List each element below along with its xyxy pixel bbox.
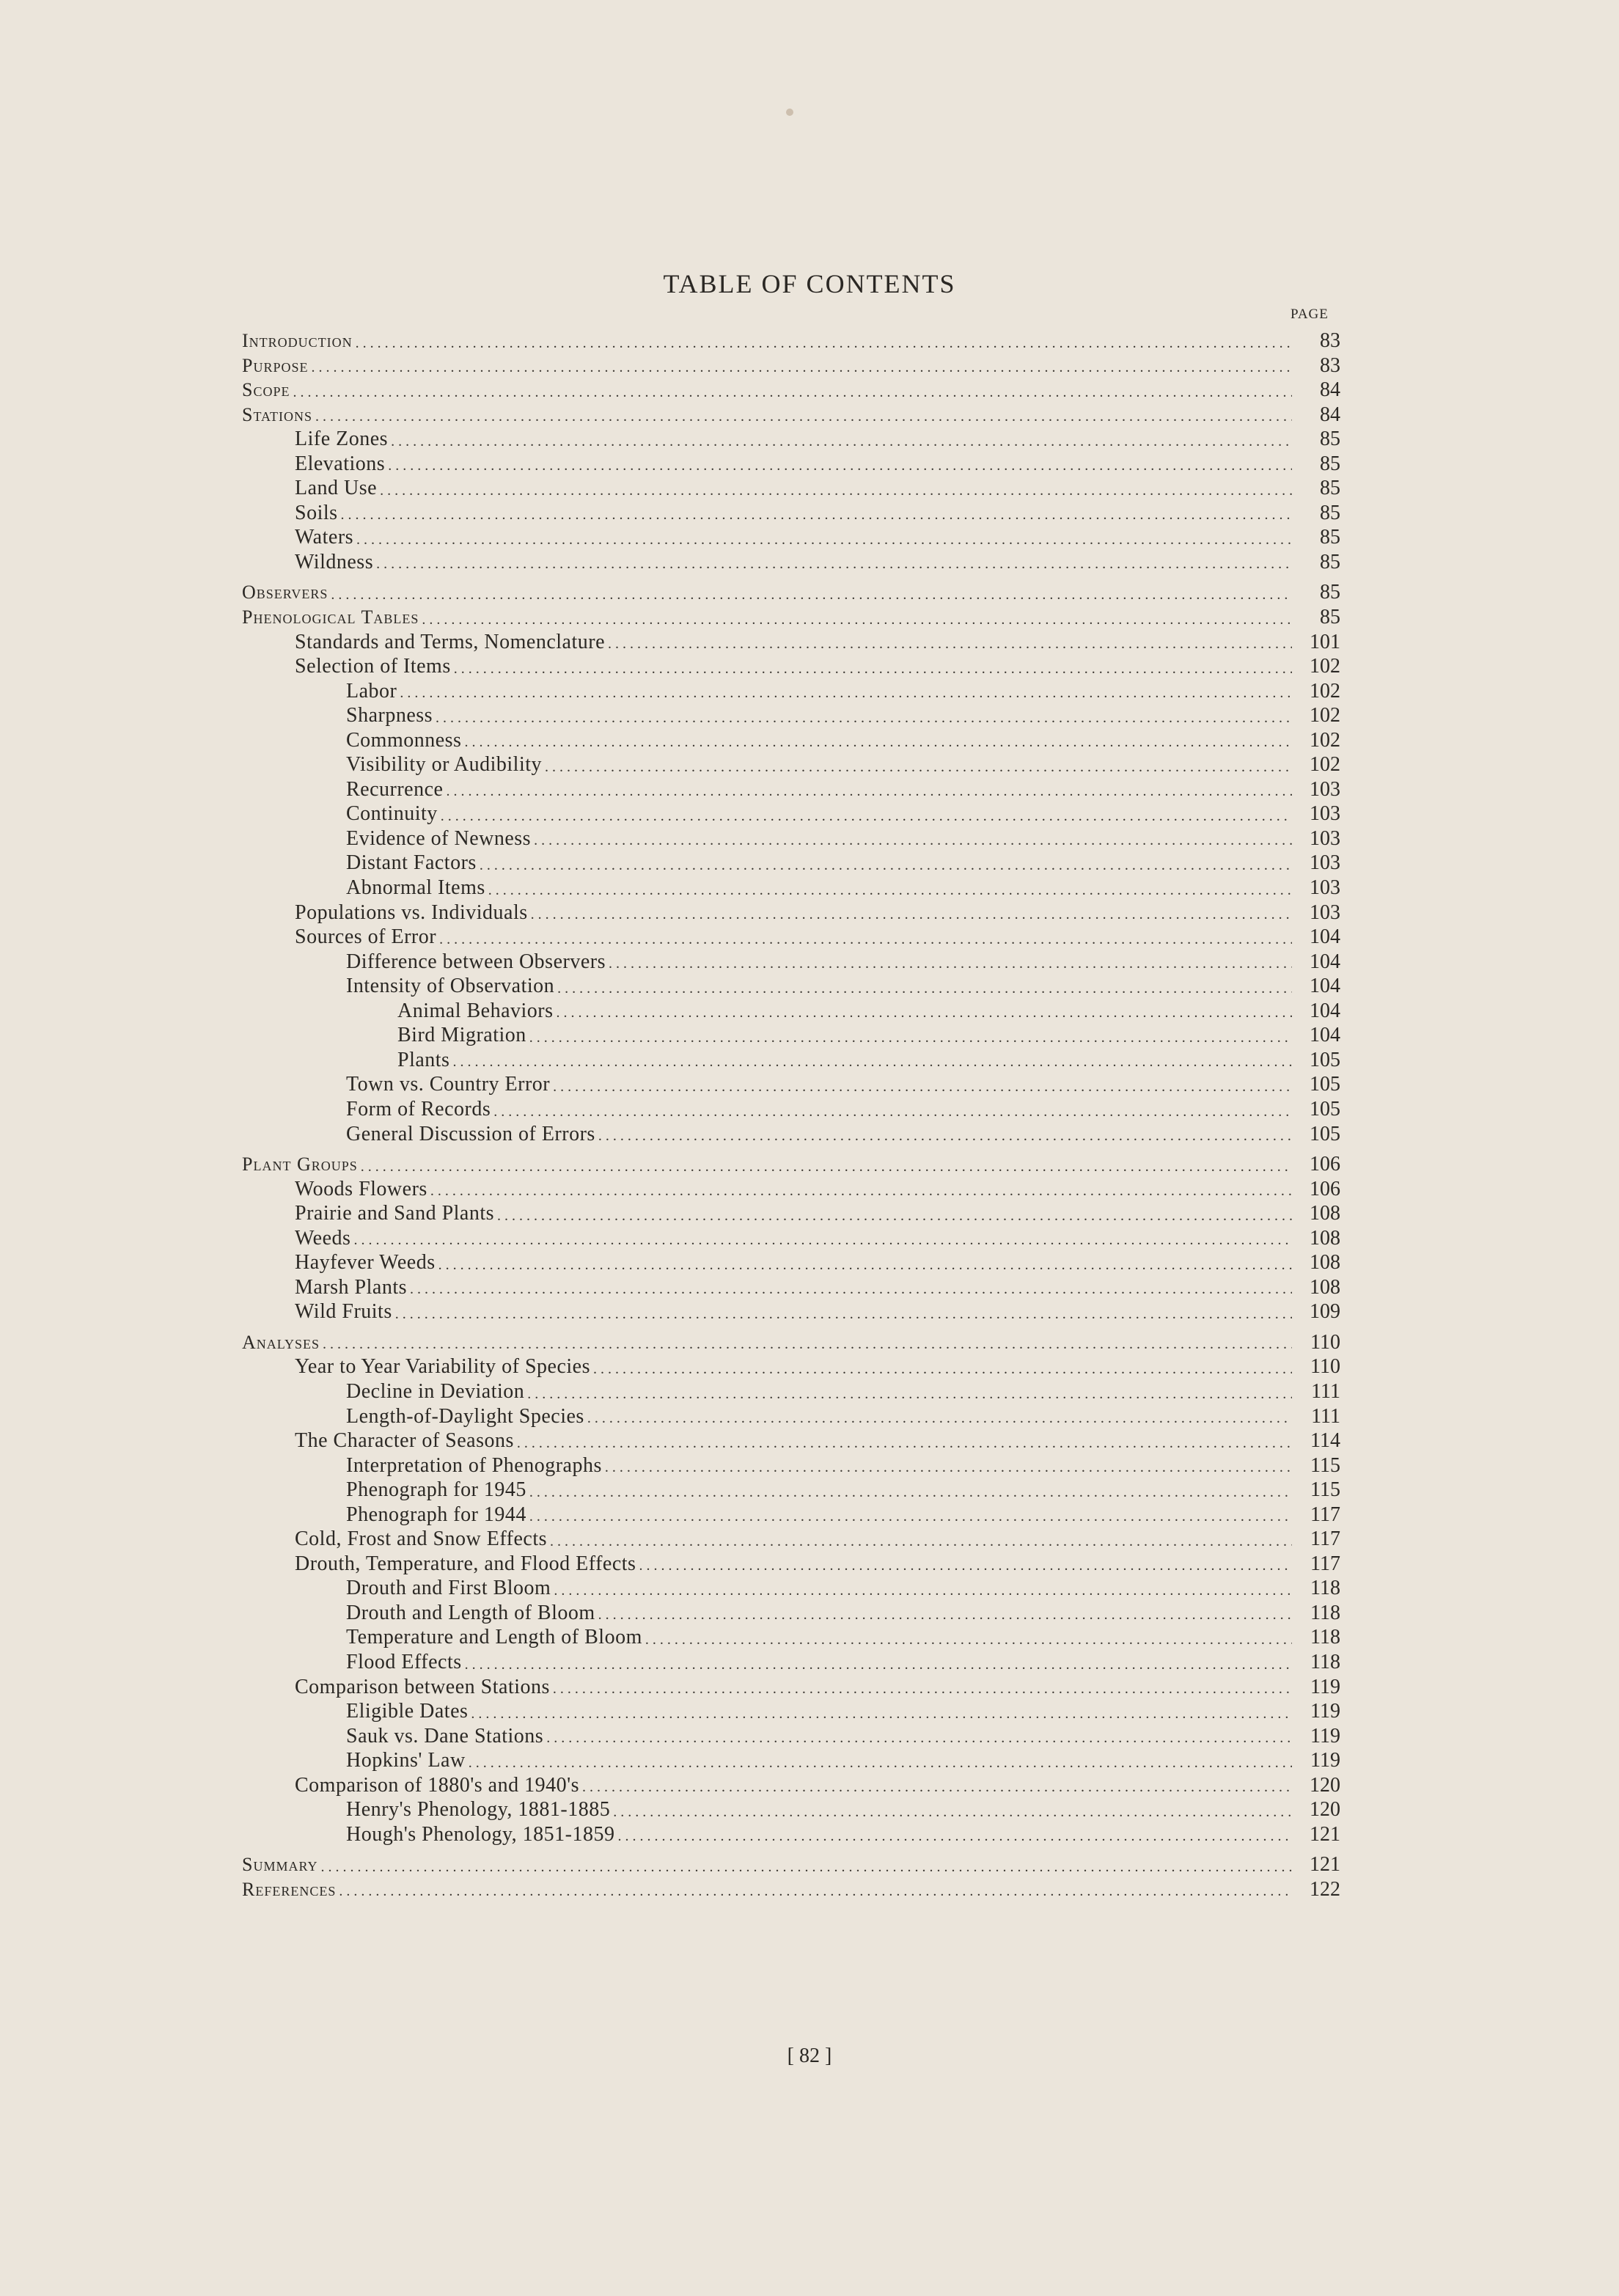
toc-entry-page: 117	[1310, 1527, 1340, 1551]
dot-leader	[529, 1485, 1292, 1500]
toc-entry	[242, 728, 1340, 753]
toc-entry-label: Sources of Error	[295, 925, 437, 949]
toc-entry	[242, 1552, 1340, 1577]
dot-leader	[557, 981, 1292, 996]
toc-entry	[242, 1675, 1340, 1700]
toc-entry-page: 105	[1310, 1122, 1340, 1145]
toc-entry	[242, 1428, 1340, 1453]
toc-entry-label: Temperature and Length of Bloom	[346, 1626, 642, 1649]
toc-entry-label: Hayfever Weeds	[295, 1251, 436, 1274]
dot-leader	[613, 1805, 1292, 1819]
toc-entry-page: 85	[1320, 477, 1340, 500]
toc-entry-label: Wild Fruits	[295, 1300, 392, 1324]
toc-entry	[242, 1625, 1340, 1650]
dot-leader	[446, 784, 1292, 799]
toc-entry-page: 110	[1310, 1330, 1340, 1354]
toc-entry	[242, 1877, 1340, 1902]
dot-leader	[320, 1860, 1292, 1874]
toc-entry	[242, 403, 1340, 428]
toc-entry-page: 120	[1310, 1798, 1340, 1822]
toc-entry-label: Observers	[242, 582, 328, 604]
toc-entry-label: Hopkins' Law	[346, 1749, 466, 1772]
toc-entry-label: Commonness	[346, 728, 462, 752]
toc-entry	[242, 1453, 1340, 1478]
dot-leader	[452, 1055, 1292, 1069]
toc-entry-label: Animal Behaviors	[397, 999, 554, 1022]
toc-entry-label: Land Use	[295, 477, 378, 500]
toc-entry-page: 85	[1320, 501, 1340, 524]
dot-leader	[582, 1780, 1292, 1794]
toc-entry-label: Prairie and Sand Plants	[295, 1202, 495, 1225]
toc-entry-page: 121	[1310, 1822, 1340, 1846]
toc-entry-page: 101	[1310, 630, 1340, 653]
toc-entry-page: 85	[1320, 550, 1340, 573]
toc-entry-page: 119	[1310, 1675, 1340, 1698]
dot-leader	[617, 1829, 1292, 1844]
toc-list	[242, 329, 1340, 1901]
toc-entry-label: Drouth, Temperature, and Flood Effects	[295, 1552, 636, 1575]
toc-entry	[242, 329, 1340, 353]
toc-entry	[242, 826, 1340, 851]
toc-entry	[242, 1330, 1340, 1355]
toc-entry-page: 104	[1310, 1024, 1340, 1047]
toc-entry	[242, 1048, 1340, 1073]
toc-entry-page: 108	[1310, 1226, 1340, 1250]
dot-leader	[438, 1258, 1292, 1272]
toc-entry-label: Continuity	[346, 802, 438, 826]
toc-entry-label: Stations	[242, 403, 313, 425]
toc-entry	[242, 1576, 1340, 1601]
toc-entry	[242, 1275, 1340, 1300]
toc-entry-page: 120	[1310, 1773, 1340, 1797]
dot-leader	[531, 907, 1292, 922]
dot-leader	[293, 385, 1292, 400]
toc-entry	[242, 1478, 1340, 1503]
toc-entry-label: Visibility or Audibility	[346, 753, 543, 777]
toc-entry-page: 83	[1320, 353, 1340, 377]
toc-entry	[242, 950, 1340, 975]
toc-entry-page: 122	[1310, 1877, 1340, 1901]
toc-entry-page: 103	[1310, 826, 1340, 850]
dot-leader	[410, 1282, 1292, 1296]
toc-entry	[242, 703, 1340, 728]
toc-entry-label: Selection of Items	[295, 655, 451, 678]
toc-entry-page: 111	[1311, 1404, 1340, 1428]
toc-entry-label: Hough's Phenology, 1851-1859	[346, 1822, 615, 1846]
dot-leader	[497, 1208, 1292, 1223]
toc-entry-page: 102	[1310, 655, 1340, 678]
toc-entry-label: Decline in Deviation	[346, 1379, 525, 1403]
dot-leader	[400, 686, 1292, 700]
toc-entry	[242, 1299, 1340, 1324]
toc-entry	[242, 1503, 1340, 1527]
toc-entry	[242, 1797, 1340, 1822]
dot-leader	[598, 1607, 1292, 1622]
dot-leader	[553, 1681, 1292, 1696]
toc-entry-page: 119	[1310, 1724, 1340, 1747]
dot-leader	[488, 883, 1292, 898]
toc-entry-label: Henry's Phenology, 1881-1885	[346, 1798, 611, 1822]
dot-leader	[471, 1706, 1292, 1721]
toc-entry-label: Form of Records	[346, 1097, 491, 1121]
toc-entry	[242, 1822, 1340, 1847]
toc-entry-label: Comparison between Stations	[295, 1675, 550, 1698]
dot-leader	[439, 932, 1292, 947]
toc-entry-label: Year to Year Variability of Species	[295, 1355, 590, 1379]
dot-leader	[311, 360, 1292, 375]
toc-entry	[242, 654, 1340, 679]
dot-leader	[339, 1884, 1292, 1899]
toc-entry-label: Analyses	[242, 1331, 320, 1353]
dot-leader	[554, 1583, 1292, 1598]
toc-entry	[242, 1852, 1340, 1877]
toc-entry	[242, 1177, 1340, 1202]
toc-entry-page: 108	[1310, 1202, 1340, 1225]
toc-entry-label: Drouth and Length of Bloom	[346, 1601, 595, 1624]
toc-entry-label: Eligible Dates	[346, 1700, 469, 1723]
dot-leader	[469, 1756, 1292, 1770]
toc-entry-label: Life Zones	[295, 428, 389, 451]
toc-entry-label: Intensity of Observation	[346, 975, 555, 998]
toc-entry-label: Wildness	[295, 550, 374, 573]
dot-leader	[376, 557, 1292, 571]
toc-entry-label: Length-of-Daylight Species	[346, 1404, 584, 1428]
dot-leader	[609, 956, 1292, 971]
toc-entry-label: Labor	[346, 679, 397, 703]
toc-entry-page: 103	[1310, 901, 1340, 924]
dot-leader	[430, 1184, 1292, 1198]
toc-entry-label: The Character of Seasons	[295, 1429, 514, 1453]
dot-leader	[395, 1307, 1292, 1321]
toc-entry-label: Bird Migration	[397, 1024, 526, 1047]
toc-entry-page: 103	[1310, 802, 1340, 826]
toc-entry-page: 117	[1310, 1552, 1340, 1575]
toc-entry-label: Sharpness	[346, 704, 433, 727]
dot-leader	[553, 1079, 1292, 1094]
dot-leader	[598, 1129, 1292, 1143]
toc-entry-page: 104	[1310, 975, 1340, 998]
toc-entry	[242, 1023, 1340, 1048]
dot-leader	[557, 1005, 1292, 1020]
toc-entry-page: 106	[1310, 1177, 1340, 1200]
dot-leader	[465, 1657, 1292, 1672]
toc-entry-page: 108	[1310, 1275, 1340, 1299]
dot-leader	[639, 1558, 1292, 1573]
dot-leader	[608, 637, 1292, 651]
toc-entry-page: 104	[1310, 999, 1340, 1022]
toc-entry	[242, 501, 1340, 526]
dot-leader	[517, 1436, 1292, 1450]
toc-entry-label: Populations vs. Individuals	[295, 901, 528, 924]
toc-entry	[242, 851, 1340, 876]
toc-entry	[242, 876, 1340, 901]
toc-entry-label: Difference between Observers	[346, 950, 606, 973]
toc-entry-label: Phenological Tables	[242, 606, 419, 628]
toc-entry	[242, 1527, 1340, 1552]
toc-entry-page: 102	[1310, 728, 1340, 752]
toc-entry-page: 106	[1310, 1153, 1340, 1176]
toc-entry	[242, 974, 1340, 999]
toc-entry	[242, 605, 1340, 630]
toc-entry-page: 84	[1320, 378, 1340, 402]
toc-entry	[242, 1097, 1340, 1122]
toc-entry-label: Interpretation of Phenographs	[346, 1453, 602, 1477]
toc-entry	[242, 1379, 1340, 1404]
dot-leader	[605, 1460, 1292, 1475]
toc-entry	[242, 1748, 1340, 1773]
toc-entry	[242, 378, 1340, 403]
toc-entry-label: Weeds	[295, 1226, 351, 1250]
toc-entry-page: 108	[1310, 1251, 1340, 1274]
toc-entry	[242, 550, 1340, 575]
toc-entry-page: 103	[1310, 851, 1340, 875]
toc-entry	[242, 777, 1340, 802]
dot-leader	[527, 1387, 1292, 1401]
toc-entry	[242, 752, 1340, 777]
dot-leader	[356, 532, 1292, 547]
toc-entry-label: General Discussion of Errors	[346, 1122, 595, 1145]
toc-entry-label: Scope	[242, 379, 290, 401]
toc-entry	[242, 999, 1340, 1024]
toc-entry-label: Distant Factors	[346, 851, 477, 875]
toc-entry-page: 119	[1310, 1749, 1340, 1772]
toc-entry	[242, 901, 1340, 925]
toc-entry-label: Flood Effects	[346, 1650, 462, 1673]
toc-entry-page: 104	[1310, 950, 1340, 973]
dot-leader	[315, 409, 1292, 424]
toc-entry	[242, 1201, 1340, 1226]
dot-leader	[436, 711, 1292, 725]
toc-entry-page: 110	[1310, 1355, 1340, 1379]
toc-entry-label: Drouth and First Bloom	[346, 1577, 551, 1600]
toc-entry-page: 105	[1310, 1048, 1340, 1071]
toc-entry-page: 85	[1320, 606, 1340, 629]
toc-entry-page: 85	[1320, 526, 1340, 549]
toc-entry-label: Woods Flowers	[295, 1177, 427, 1200]
dot-leader	[480, 858, 1292, 873]
toc-entry-label: Comparison of 1880's and 1940's	[295, 1773, 580, 1797]
toc-entry-label: Phenograph for 1945	[346, 1478, 526, 1502]
paper-blemish	[786, 109, 793, 116]
toc-entry	[242, 1152, 1340, 1177]
dot-leader	[341, 507, 1292, 522]
toc-entry-page: 115	[1310, 1478, 1340, 1502]
page-title: TABLE OF CONTENTS	[663, 269, 956, 298]
toc-entry-page: 102	[1310, 679, 1340, 703]
toc-entry	[242, 679, 1340, 704]
toc-entry-label: Purpose	[242, 354, 309, 376]
toc-entry-label: Evidence of Newness	[346, 826, 532, 850]
toc-entry	[242, 1226, 1340, 1251]
page-number: [ 82 ]	[787, 2044, 832, 2067]
toc-entry	[242, 630, 1340, 655]
dot-leader	[534, 833, 1292, 848]
toc-entry-page: 105	[1310, 1097, 1340, 1121]
toc-entry	[242, 1122, 1340, 1147]
dot-leader	[493, 1104, 1292, 1119]
toc-entry	[242, 452, 1340, 477]
toc-entry	[242, 1601, 1340, 1626]
dot-leader	[391, 434, 1292, 449]
dot-leader	[593, 1362, 1292, 1376]
dot-leader	[353, 1233, 1292, 1247]
toc-entry-label: Plants	[397, 1048, 450, 1071]
toc-entry-page: 114	[1310, 1429, 1340, 1453]
toc-entry-page: 103	[1310, 777, 1340, 801]
toc-entry-label: Soils	[295, 501, 338, 524]
toc-entry-page: 109	[1310, 1300, 1340, 1324]
toc-entry	[242, 476, 1340, 501]
toc-entry-label: Introduction	[242, 330, 353, 351]
toc-entry-page: 102	[1310, 704, 1340, 727]
toc-entry-page: 85	[1320, 428, 1340, 451]
toc-entry	[242, 1699, 1340, 1724]
dot-leader	[361, 1159, 1292, 1174]
toc-entry-page: 118	[1310, 1626, 1340, 1649]
dot-leader	[454, 661, 1292, 676]
toc-entry-page: 103	[1310, 876, 1340, 900]
toc-entry-label: Phenograph for 1944	[346, 1503, 526, 1526]
toc-entry	[242, 427, 1340, 452]
toc-entry-page: 83	[1320, 329, 1340, 352]
toc-entry	[242, 925, 1340, 950]
toc-entry-page: 115	[1310, 1453, 1340, 1477]
toc-entry	[242, 802, 1340, 826]
toc-entry-label: Summary	[242, 1854, 318, 1876]
dot-leader	[331, 587, 1292, 602]
toc-entry	[242, 353, 1340, 378]
toc-entry-page: 84	[1320, 403, 1340, 426]
toc-entry	[242, 1773, 1340, 1798]
toc-entry-label: Sauk vs. Dane Stations	[346, 1724, 544, 1747]
dot-leader	[550, 1534, 1292, 1549]
toc-entry-page: 118	[1310, 1650, 1340, 1673]
toc-entry	[242, 1650, 1340, 1675]
toc-entry-label: Standards and Terms, Nomenclature	[295, 630, 606, 653]
dot-leader	[441, 809, 1292, 824]
toc-entry-label: Plant Groups	[242, 1153, 358, 1175]
toc-entry-page: 117	[1310, 1503, 1340, 1526]
dot-leader	[529, 1030, 1292, 1045]
dot-leader	[380, 483, 1292, 498]
toc-entry-label: References	[242, 1878, 337, 1900]
toc-entry-label: Marsh Plants	[295, 1275, 407, 1299]
toc-entry-page: 121	[1310, 1853, 1340, 1877]
toc-entry-label: Waters	[295, 526, 354, 549]
toc-entry-page: 111	[1311, 1379, 1340, 1403]
toc-entry-page: 102	[1310, 753, 1340, 777]
toc-entry-label: Abnormal Items	[346, 876, 485, 900]
dot-leader	[388, 458, 1292, 473]
toc-entry-page: 85	[1320, 581, 1340, 604]
dot-leader	[545, 760, 1292, 774]
toc-entry-page: 118	[1310, 1601, 1340, 1624]
dot-leader	[323, 1337, 1292, 1351]
dot-leader	[587, 1411, 1292, 1426]
toc-entry	[242, 1404, 1340, 1429]
toc-entry-page: 105	[1310, 1073, 1340, 1096]
toc-entry	[242, 1724, 1340, 1749]
dot-leader	[464, 735, 1292, 749]
toc-entry	[242, 580, 1340, 605]
toc-entry-label: Town vs. Country Error	[346, 1073, 551, 1096]
toc-entry-page: 118	[1310, 1577, 1340, 1600]
toc-entry-label: Elevations	[295, 452, 386, 475]
dot-leader	[529, 1509, 1292, 1524]
toc-entry-label: Recurrence	[346, 777, 444, 801]
toc-entry-page: 104	[1310, 925, 1340, 949]
toc-entry	[242, 1354, 1340, 1379]
dot-leader	[356, 336, 1292, 351]
toc-entry	[242, 525, 1340, 550]
dot-leader	[645, 1632, 1292, 1647]
toc-entry	[242, 1250, 1340, 1275]
toc-entry	[242, 1072, 1340, 1097]
toc-entry-page: 85	[1320, 452, 1340, 475]
dot-leader	[546, 1731, 1292, 1745]
page-column-heading: PAGE	[1291, 307, 1329, 322]
toc-entry-label: Cold, Frost and Snow Effects	[295, 1527, 548, 1551]
dot-leader	[422, 612, 1292, 627]
toc-entry-page: 119	[1310, 1700, 1340, 1723]
